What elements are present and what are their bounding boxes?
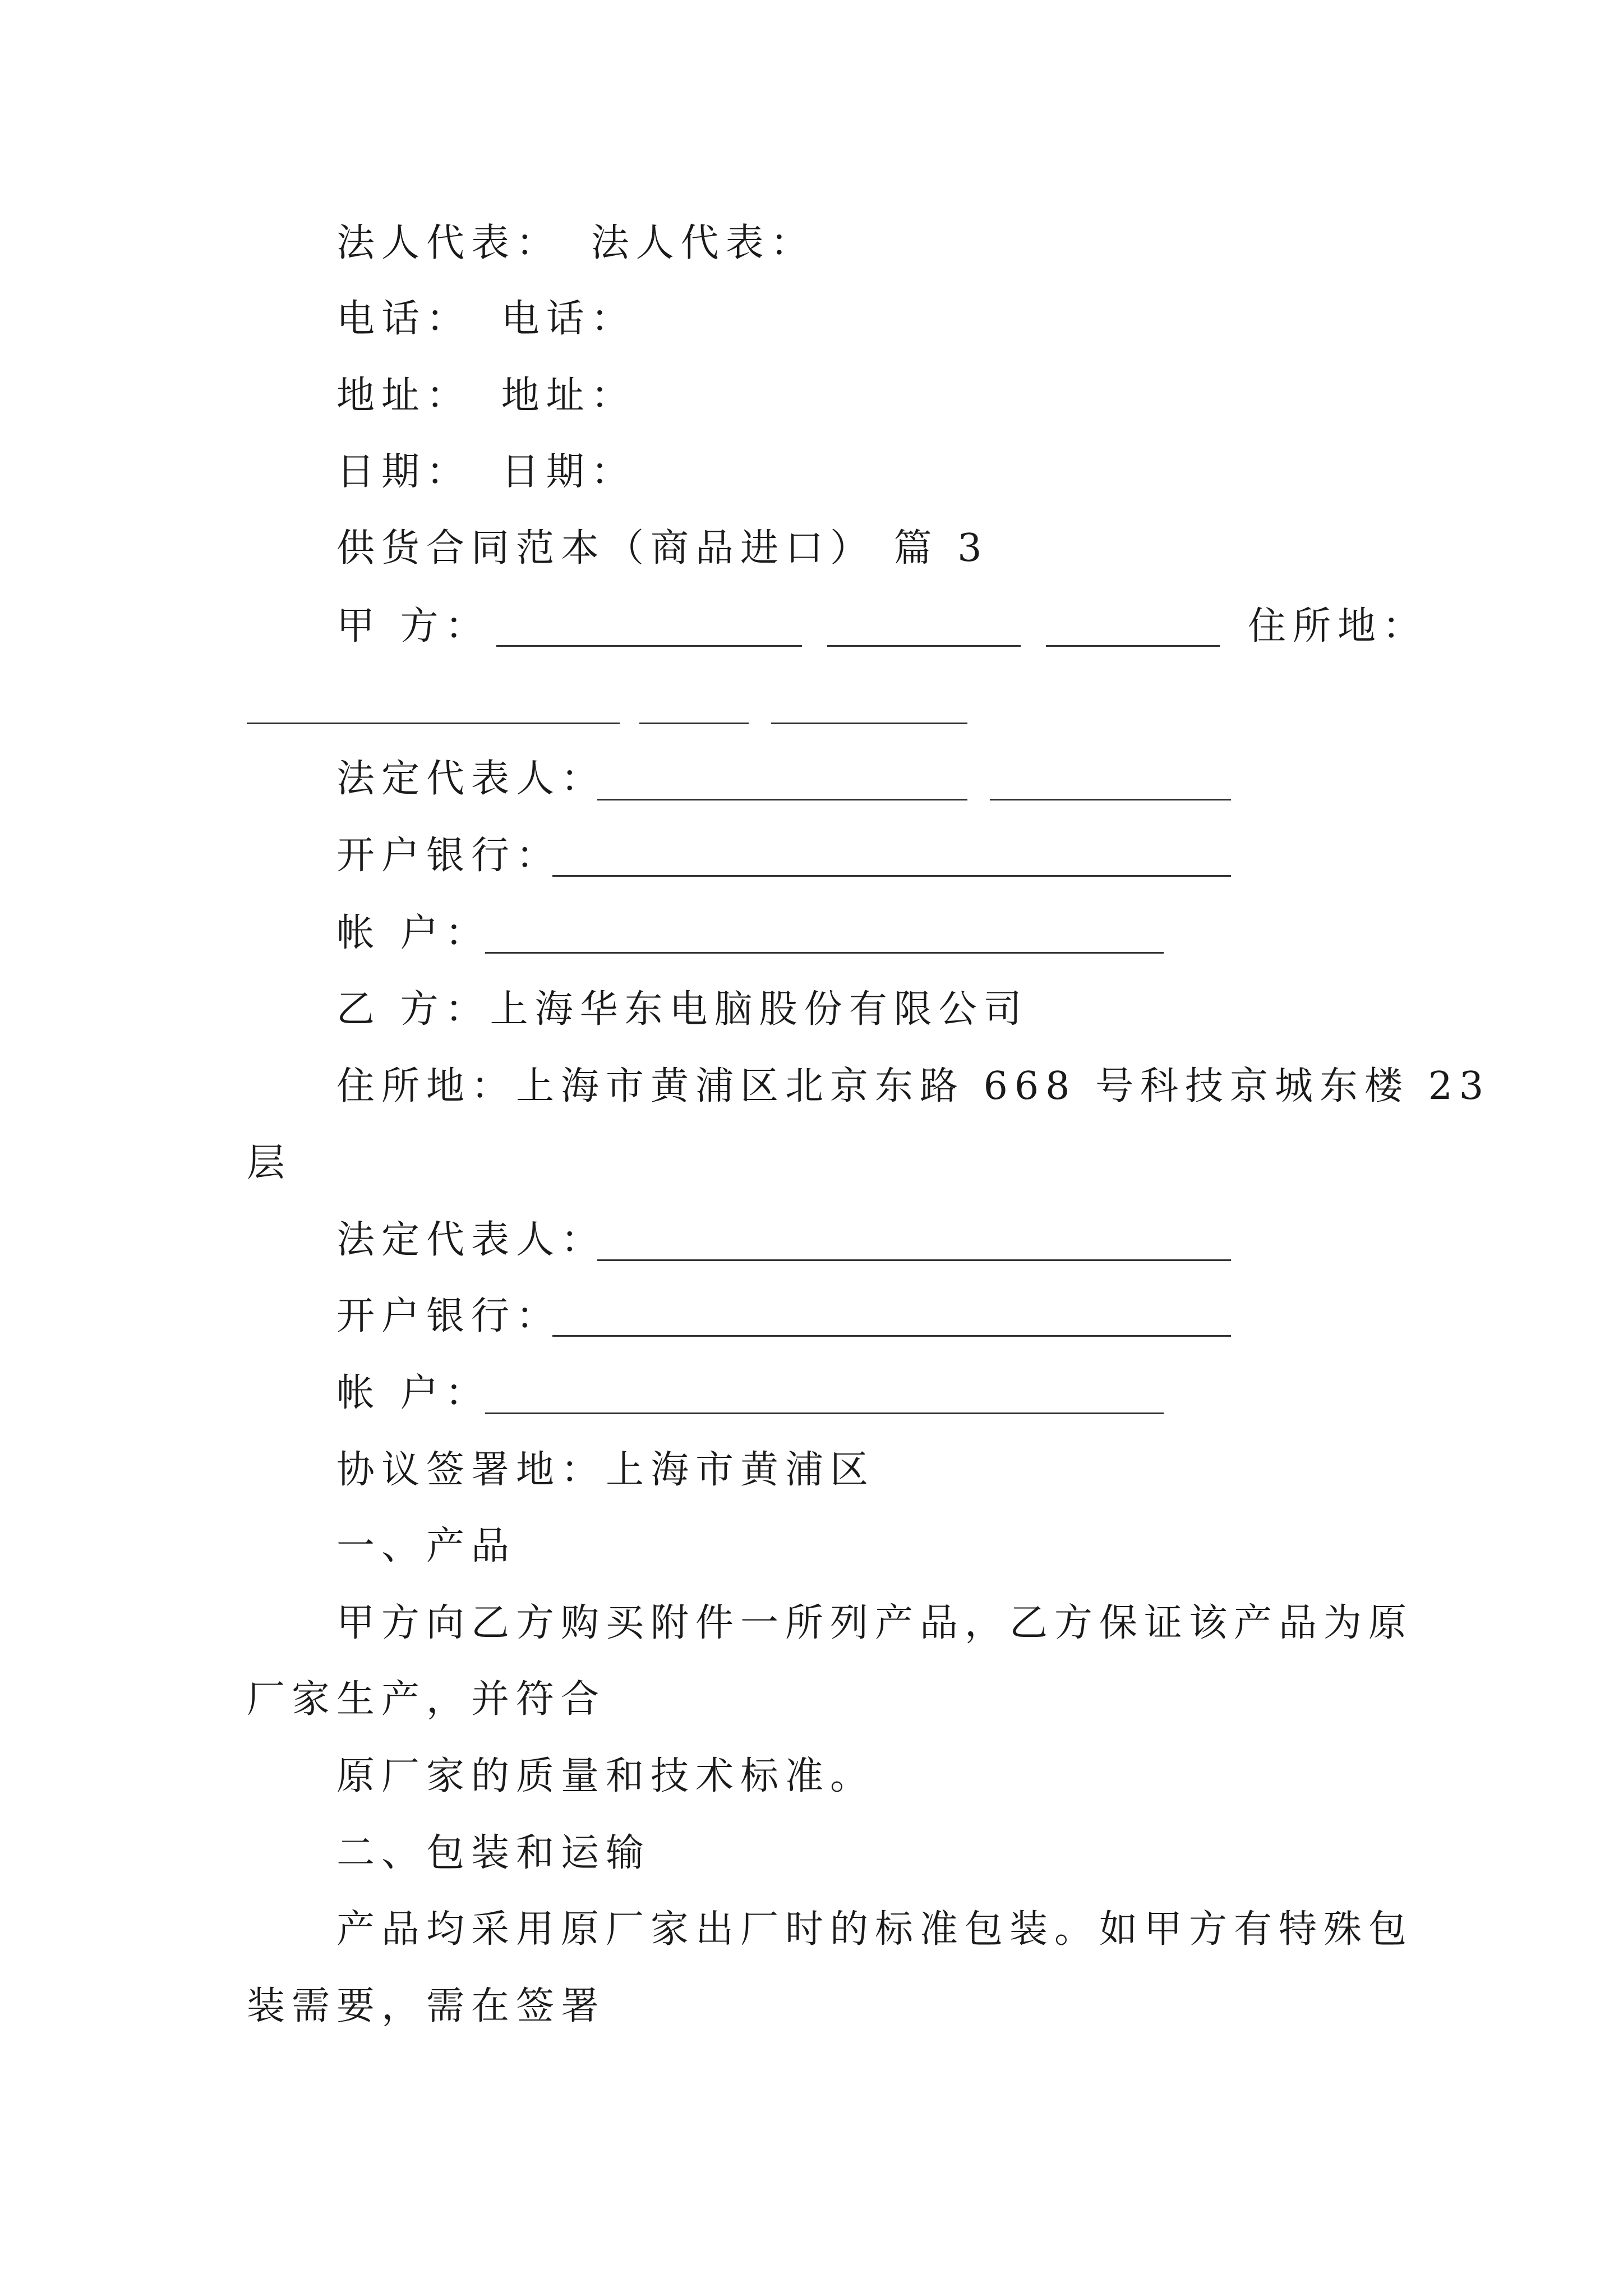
blank-line [485,952,1164,954]
party-b-residence-line1: 住所地：上海市黄浦区北京东路 668 号科技京城东楼 23 [336,1064,1491,1108]
blank-line [771,723,967,724]
clause-2-para1-line1: 产品均采用原厂家出厂时的标准包装。如甲方有特殊包 [336,1907,1414,1952]
party-b-legal-rep-label: 法定代表人： [336,1218,606,1262]
party-a-legal-rep-label: 法定代表人： [336,757,606,801]
party-b-account-label: 帐 户： [336,1371,490,1415]
clause-2-para1-line2: 装需要，需在签署 [247,1984,606,2028]
date-line [336,450,636,494]
party-b-line: 乙 方：上海华东电脑股份有限公司 [336,987,1029,1032]
clause-1-title: 一、产品 [336,1524,517,1568]
clause-1-para1-line1: 甲方向乙方购买附件一所列产品，乙方保证该产品为原 [336,1601,1414,1645]
clause-1-para1-line2: 厂家生产，并符合 [247,1677,606,1722]
blank-line [552,1335,1231,1337]
party-b-residence-line2: 层 [247,1141,292,1185]
party-a-label: 甲 方： [336,604,490,648]
blank-line [990,799,1231,800]
party-b-bank-label: 开户银行： [336,1294,561,1338]
party-a-bank-label: 开户银行： [336,834,561,878]
tel-label-b: 电话： [501,297,636,341]
clause-2-title: 二、包装和运输 [336,1831,651,1875]
blank-line [597,799,967,800]
blank-line [1046,645,1220,647]
date-label-a: 日期： [336,450,472,494]
addr-label-a: 地址： [336,374,472,418]
clause-1-para2: 原厂家的质量和技术标准。 [336,1754,875,1798]
date-label-b: 日期： [501,450,636,494]
blank-line [827,645,1021,647]
addr-line [336,374,636,418]
party-a-residence-label: 住所地： [1248,604,1428,648]
blank-line [496,645,802,647]
rep-line [336,221,815,265]
tel-line [336,297,636,341]
blank-line [485,1412,1164,1414]
rep-label-b: 法人代表： [591,221,815,265]
party-a-account-label: 帐 户： [336,911,490,955]
signing-place: 协议签署地：上海市黄浦区 [336,1448,875,1492]
section-title: 供货合同范本（商品进口） 篇 3 [336,526,989,570]
blank-line [639,723,749,724]
blank-line [597,1259,1231,1261]
tel-label-a: 电话： [336,297,472,341]
addr-label-b: 地址： [501,374,636,418]
rep-label-a: 法人代表： [336,221,561,265]
blank-line [247,723,620,724]
blank-line [552,875,1231,877]
